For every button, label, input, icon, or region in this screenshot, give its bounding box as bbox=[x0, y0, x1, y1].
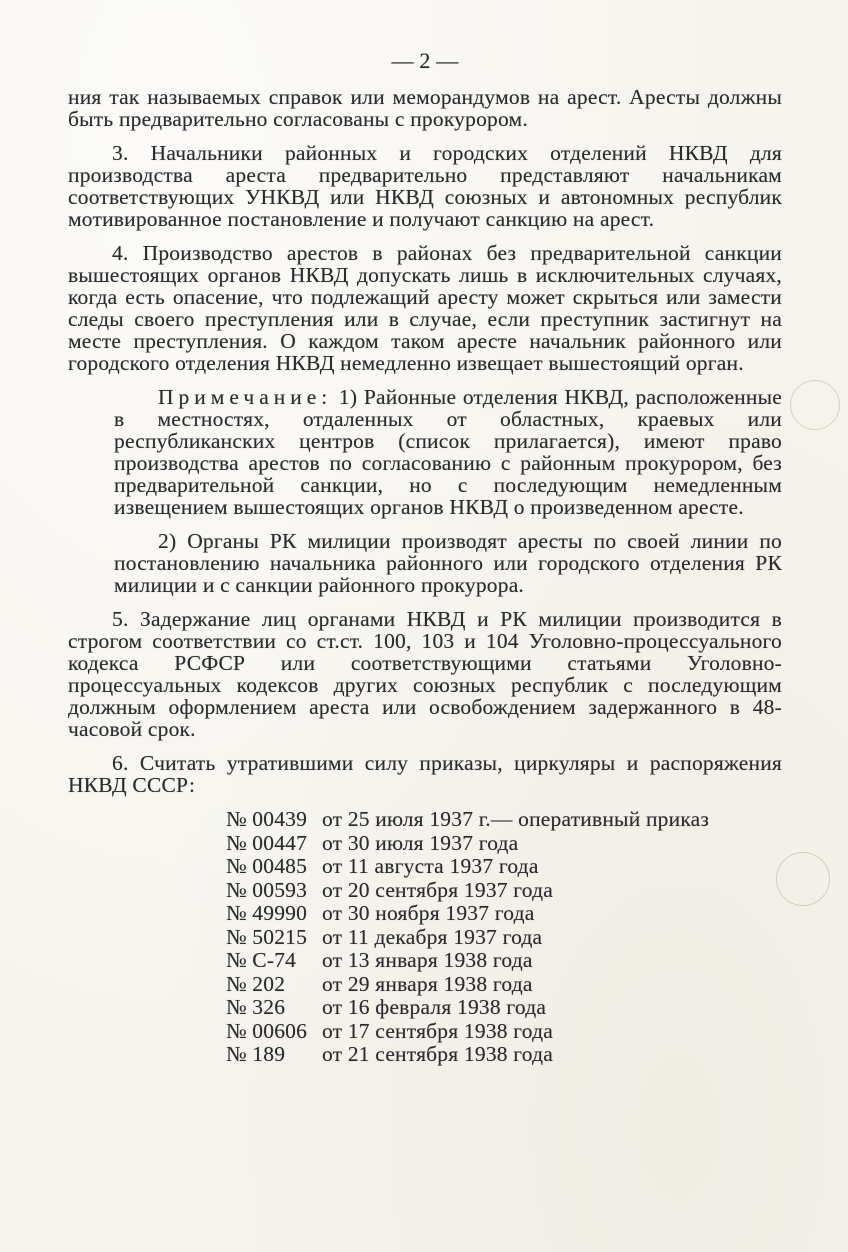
order-number: № 326 bbox=[226, 995, 286, 1019]
note-item-1 bbox=[114, 386, 782, 518]
order-row bbox=[226, 1020, 782, 1044]
paragraph-4: 4. Производство арестов в районах без предварительной санкции вышестоящих органов НКВД допускать лишь в исключительных случаях, когда есть опасение, что подлежащий аресту может скрыться или замести следы своего преступления или в случае, если преступник застигнут на месте преступления. О каждом таком аресте начальник районного или городского отделения НКВД немедленно извещает вышестоящий орган. bbox=[68, 241, 782, 375]
order-number: № 00606 bbox=[226, 1018, 308, 1043]
paper-stain bbox=[776, 852, 830, 906]
order-row bbox=[226, 1043, 782, 1067]
note-label: Примечание: bbox=[158, 385, 333, 409]
order-date: от 16 февраля 1938 года bbox=[322, 995, 547, 1019]
order-date: от 11 декабря 1937 года bbox=[322, 924, 543, 949]
order-number: № 00439 bbox=[226, 807, 308, 831]
order-date: от 30 ноября 1937 года bbox=[322, 901, 535, 925]
order-number: № 202 bbox=[226, 971, 286, 996]
paper-stain bbox=[790, 380, 840, 430]
note-item-2: 2) Органы РК милиции производят аресты по своей линии по постановлению начальника районного или городского отделения РК милиции и с санкции районного прокурора. bbox=[114, 529, 782, 597]
order-row bbox=[226, 973, 782, 997]
note-item-1-text: 1) Районные отделения НКВД, расположенные в местностях, отдаленных от областных, краевых или республиканских центров (список прилагается), имеют право производства арестов по согласованию с районным прокурором, без предварительной санкции, но с последующим немедленным извещением вышестоящих органов НКВД о произведенном аресте. bbox=[114, 385, 782, 519]
order-number: № 50215 bbox=[226, 924, 308, 949]
order-date: от 13 января 1938 года bbox=[322, 948, 533, 972]
order-number: № 00447 bbox=[226, 830, 308, 855]
order-date: от 25 июля 1937 г.— оперативный приказ bbox=[322, 807, 710, 831]
note-block bbox=[114, 386, 782, 596]
order-number: № 00485 bbox=[226, 854, 308, 878]
order-number: № С-74 bbox=[226, 948, 297, 972]
order-row bbox=[226, 879, 782, 903]
order-date: от 21 сентября 1938 года bbox=[322, 1042, 553, 1066]
order-row bbox=[226, 926, 782, 950]
order-number: № 189 bbox=[226, 1042, 286, 1066]
paragraph-5: 5. Задержание лиц органами НКВД и РК милиции производится в строгом соответствии со ст.ст. 100, 103 и 104 Уголовно-процессуального кодекса РСФСР или соответствующими статьями Уголовно-процессуальных кодексов других союзных республик с последующим должным оформлением ареста или освобождением задержанного в 48-часовой срок. bbox=[68, 607, 782, 741]
order-date: от 20 сентября 1937 года bbox=[322, 877, 553, 902]
order-row bbox=[226, 996, 782, 1020]
order-date: от 29 января 1938 года bbox=[322, 971, 533, 996]
orders-list bbox=[226, 808, 782, 1067]
page-number: — 2 — bbox=[391, 48, 459, 73]
order-row bbox=[226, 855, 782, 879]
paragraph-continuation: ния так называемых справок или меморандумов на арест. Аресты должны быть предварительно согласованы с прокурором. bbox=[68, 85, 782, 131]
order-number: № 49990 bbox=[226, 901, 308, 925]
order-row bbox=[226, 949, 782, 973]
paragraph-3: 3. Начальники районных и городских отделений НКВД для производства ареста предварительно представляют начальникам соответствующих УНКВД или НКВД союзных и автономных республик мотивированное постановление и получают санкцию на арест. bbox=[68, 141, 782, 231]
document-body bbox=[68, 50, 782, 1067]
order-row bbox=[226, 808, 782, 832]
order-number: № 00593 bbox=[226, 877, 308, 902]
order-row bbox=[226, 902, 782, 926]
order-date: от 11 августа 1937 года bbox=[322, 854, 539, 878]
paragraph-6: 6. Считать утратившими силу приказы, циркуляры и распоряжения НКВД СССР: bbox=[68, 751, 782, 797]
order-row bbox=[226, 832, 782, 856]
order-date: от 17 сентября 1938 года bbox=[322, 1018, 553, 1043]
order-date: от 30 июля 1937 года bbox=[322, 830, 519, 855]
